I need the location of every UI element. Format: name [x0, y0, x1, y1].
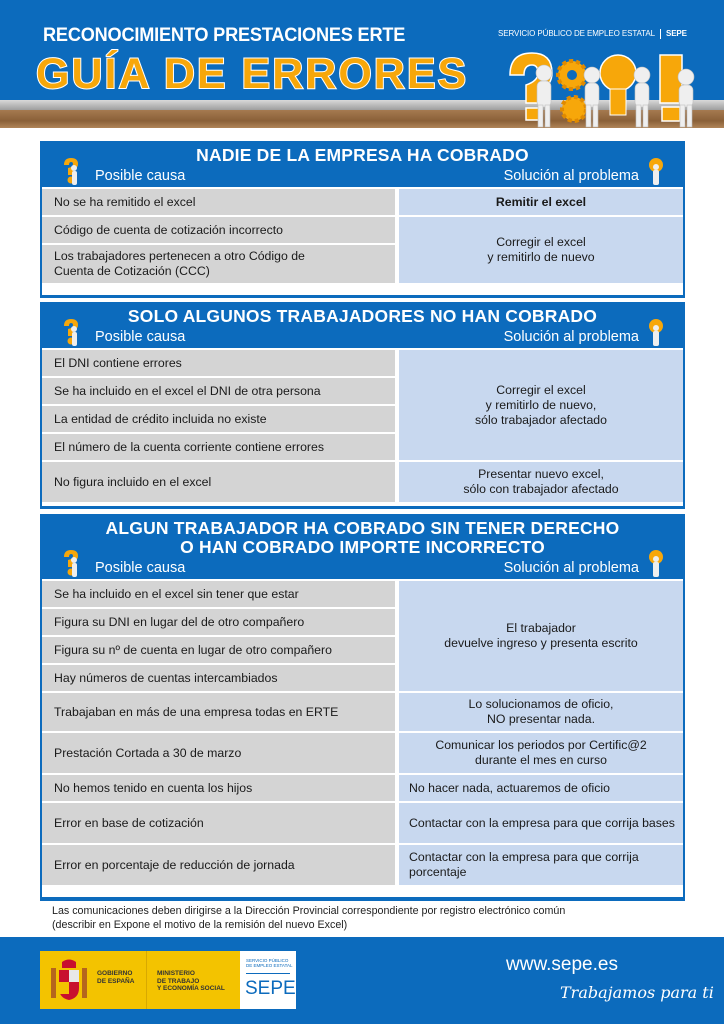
agency-label — [498, 29, 687, 39]
cause-cell: Figura su DNI en lugar del de otro compañero — [42, 609, 395, 635]
solution-cell: Presentar nuevo excel, sólo con trabajador afectado — [399, 462, 683, 502]
cause-cell: No figura incluido en el excel — [42, 462, 395, 502]
column-header-cause: Posible causa — [95, 329, 186, 345]
cause-cell: No hemos tenido en cuenta los hijos — [42, 775, 395, 801]
solution-cell: El trabajador devuelve ingreso y presenta escrito — [399, 581, 683, 691]
cause-cell: Hay números de cuentas intercambiados — [42, 665, 395, 691]
section-title: NADIE DE LA EMPRESA HA COBRADO — [196, 145, 529, 165]
solution-cell: Lo solucionamos de oficio, NO presentar nada. — [399, 693, 683, 731]
footnote-line-2: (describir en Expone el motivo de la remisión del nuevo Excel) — [52, 919, 348, 931]
cause-cell: Prestación Cortada a 30 de marzo — [42, 733, 395, 773]
lightbulb-figure-icon — [647, 549, 665, 579]
cause-cell: Se ha incluido en el excel sin tener que estar — [42, 581, 395, 607]
divider — [246, 973, 290, 974]
section-nadie-cobrado — [40, 141, 685, 298]
section-cobrado-sin-derecho — [40, 514, 685, 901]
sepe-logo — [240, 951, 296, 1009]
error-table — [42, 187, 683, 295]
cause-cell: Error en porcentaje de reducción de jornada — [42, 845, 395, 885]
solution-cell: Remitir el excel — [399, 189, 683, 215]
cause-cell: La entidad de crédito incluida no existe — [42, 406, 395, 432]
cause-cell: Error en base de cotización — [42, 803, 395, 843]
coat-of-arms-icon — [50, 958, 88, 1002]
solution-cell: No hacer nada, actuaremos de oficio — [399, 775, 683, 801]
ministerio-label: MINISTERIO DE TRABAJO Y ECONOMÍA SOCIAL — [157, 970, 225, 992]
cause-cell: Código de cuenta de cotización incorrecto — [42, 217, 395, 243]
cause-cell: Figura su nº de cuenta en lugar de otro compañero — [42, 637, 395, 663]
header-banner — [0, 0, 724, 128]
gobierno-label: GOBIERNO DE ESPAÑA — [97, 970, 135, 985]
column-headers — [40, 165, 685, 187]
cause-cell: Trabajaban en más de una empresa todas en ERTE — [42, 693, 395, 731]
column-header-solution: Solución al problema — [503, 168, 639, 184]
cause-cell: No se ha remitido el excel — [42, 189, 395, 215]
column-header-cause: Posible causa — [95, 560, 186, 576]
section-title: ALGUN TRABAJADOR HA COBRADO SIN TENER DERECHO O HAN COBRADO IMPORTE INCORRECTO — [105, 518, 620, 557]
column-header-solution: Solución al problema — [503, 329, 639, 345]
section-title: SOLO ALGUNOS TRABAJADORES NO HAN COBRADO — [127, 306, 598, 326]
solution-cell: Contactar con la empresa para que corrija bases — [399, 803, 683, 843]
figures-illustration-icon — [500, 45, 700, 128]
divider — [660, 29, 661, 39]
section-algunos-no-cobrado — [40, 302, 685, 509]
cause-cell: Los trabajadores pertenecen a otro Código de Cuenta de Cotización (CCC) — [42, 245, 395, 283]
page-title: GUÍA DE ERRORES — [36, 50, 469, 98]
footer — [0, 937, 724, 1024]
column-header-cause: Posible causa — [95, 168, 186, 184]
solution-cell: Comunicar los periodos por Certific@2 durante el mes en curso — [399, 733, 683, 773]
error-table — [42, 579, 683, 897]
header-subtitle: RECONOCIMIENTO PRESTACIONES ERTE — [43, 24, 406, 46]
sepe-logo-subtitle: SERVICIO PÚBLICO DE EMPLEO ESTATAL — [246, 958, 293, 968]
footnote-line-1: Las comunicaciones deben dirigirse a la Dirección Provincial correspondiente por registro electrónico común — [52, 905, 566, 917]
solution-cell: Contactar con la empresa para que corrija porcentaje — [399, 845, 683, 885]
column-headers — [40, 557, 685, 579]
question-figure-icon — [62, 549, 80, 579]
column-headers — [40, 326, 685, 348]
solution-cell: Corregir el excel y remitirlo de nuevo — [399, 217, 683, 283]
cause-cell: El número de la cuenta corriente contiene errores — [42, 434, 395, 460]
sepe-logo-text: SEPE — [245, 978, 296, 999]
divider — [146, 951, 147, 1009]
solution-cell: Corregir el excel y remitirlo de nuevo, sólo trabajador afectado — [399, 350, 683, 460]
website-link[interactable]: www.sepe.es — [506, 954, 618, 975]
question-figure-icon — [62, 157, 80, 187]
lightbulb-figure-icon — [647, 318, 665, 348]
footnote — [52, 904, 565, 932]
agency-short: SEPE — [665, 29, 687, 39]
government-logos — [40, 951, 296, 1009]
cause-cell: Se ha incluido en el excel el DNI de otra persona — [42, 378, 395, 404]
lightbulb-figure-icon — [647, 157, 665, 187]
column-header-solution: Solución al problema — [503, 560, 639, 576]
question-figure-icon — [62, 318, 80, 348]
cause-cell: El DNI contiene errores — [42, 350, 395, 376]
error-table — [42, 348, 683, 506]
slogan: Trabajamos para ti — [560, 983, 714, 1002]
agency-name: SERVICIO PÚBLICO DE EMPLEO ESTATAL — [498, 29, 655, 39]
